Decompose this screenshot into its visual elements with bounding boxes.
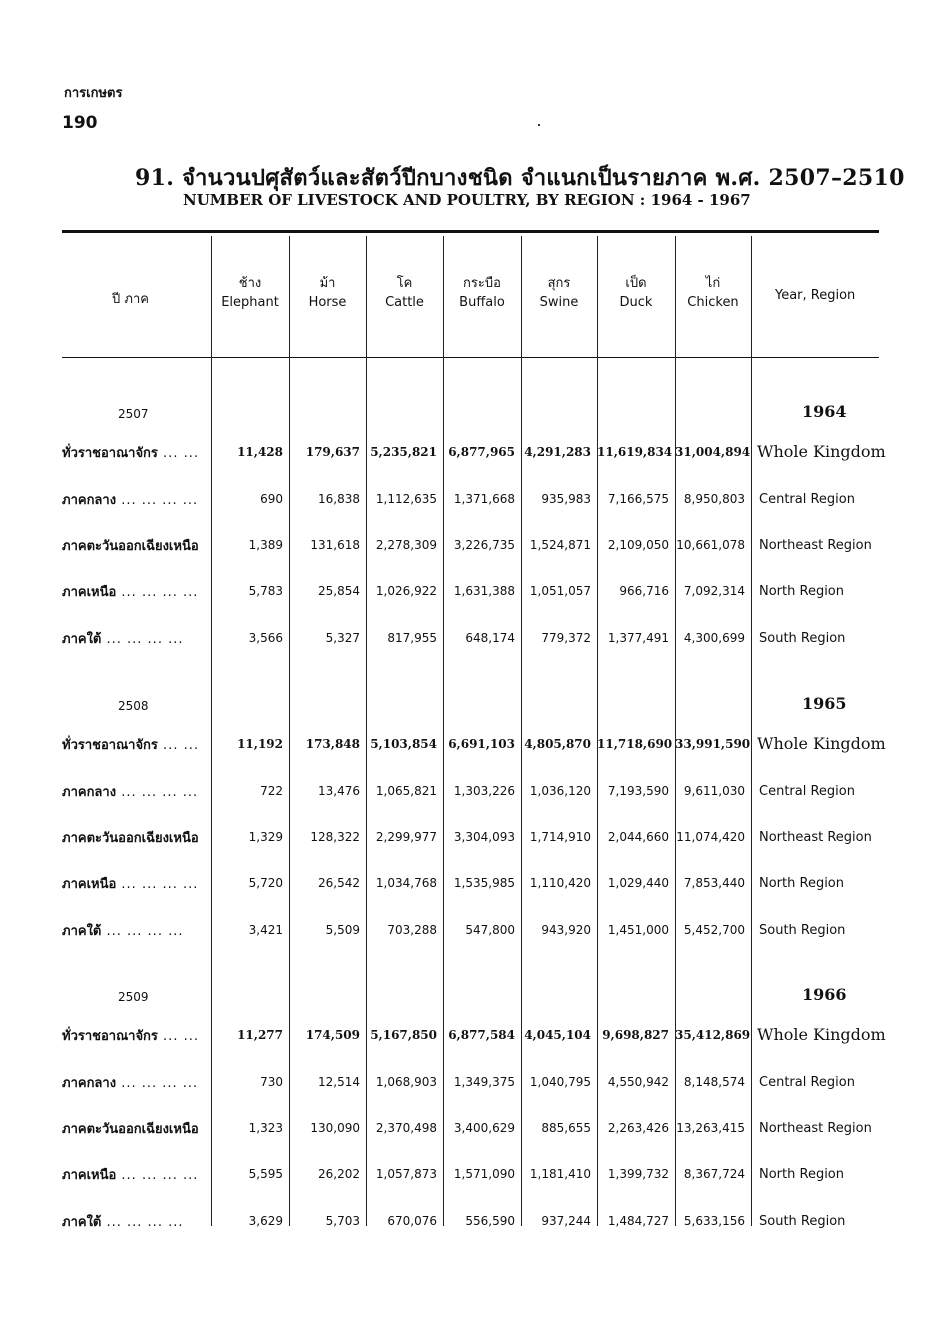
leader-dots: ... ... ... ...	[116, 877, 199, 892]
table-cell: 35,412,869	[675, 1028, 751, 1042]
table-cell: 11,428	[237, 445, 283, 459]
table-cell: 3,566	[248, 631, 283, 645]
table-cell: 1,029,440	[607, 876, 669, 890]
table-cell: 1,026,922	[375, 584, 437, 598]
table-cell: 7,193,590	[607, 784, 669, 798]
table-cell: 4,300,699	[683, 631, 745, 645]
year-label-thai: 2508	[118, 699, 149, 713]
row-label-english: Whole Kingdom	[757, 442, 886, 461]
table-cell: 3,421	[248, 923, 283, 937]
leader-dots: ... ... ... ...	[101, 924, 184, 939]
table-cell: 3,304,093	[453, 830, 515, 844]
row-label-thai	[62, 781, 198, 802]
table-cell: 1,057,873	[375, 1167, 437, 1181]
header-year-region-thai: ปี ภาค	[112, 292, 149, 307]
table-cell: 1,389	[248, 538, 283, 552]
table-cell: 4,291,283	[524, 445, 591, 459]
table-cell: 9,698,827	[602, 1028, 669, 1042]
table-cell: 7,853,440	[683, 876, 745, 890]
region-name: ภาคตะวันออกเฉียงเหนือ	[62, 539, 199, 554]
column-header	[597, 274, 675, 312]
region-name: ภาคเหนือ	[62, 1168, 117, 1183]
table-cell: 11,192	[237, 737, 283, 751]
year-label-thai: 2509	[118, 990, 149, 1004]
table-cell: 547,800	[465, 923, 515, 937]
row-label-thai	[62, 873, 198, 894]
leader-dots: ... ... ... ...	[116, 1168, 199, 1183]
row-label-thai	[62, 442, 199, 463]
table-cell: 131,618	[310, 538, 360, 552]
table-cell: 1,329	[248, 830, 283, 844]
region-name: ภาคกลาง	[62, 1076, 117, 1091]
table-cell: 5,235,821	[370, 445, 437, 459]
table-cell: 1,181,410	[529, 1167, 591, 1181]
table-cell: 8,148,574	[683, 1075, 745, 1089]
column-header-thai: เป็ด	[625, 276, 647, 291]
leader-dots: ... ... ... ...	[116, 493, 199, 508]
table-cell: 11,277	[237, 1028, 283, 1042]
leader-dots: ... ...	[157, 446, 199, 461]
region-name: ภาคตะวันออกเฉียงเหนือ	[62, 1122, 199, 1137]
column-header-english: Chicken	[687, 295, 739, 310]
table-cell: 556,590	[465, 1214, 515, 1228]
table-cell: 1,535,985	[453, 876, 515, 890]
table-cell: 1,051,057	[529, 584, 591, 598]
region-name: ภาคใต้	[62, 632, 102, 647]
table-cell: 5,783	[248, 584, 283, 598]
row-label-thai	[62, 827, 199, 848]
row-label-thai	[62, 734, 199, 755]
region-name: ภาคเหนือ	[62, 877, 117, 892]
column-header-english: Swine	[539, 295, 579, 310]
section-label: การเกษตร	[64, 86, 123, 101]
header-year-region-english: Year, Region	[775, 288, 856, 303]
table-cell: 1,110,420	[529, 876, 591, 890]
table-cell: 4,805,870	[524, 737, 591, 751]
row-label-english: Northeast Region	[759, 538, 872, 553]
table-cell: 3,226,735	[453, 538, 515, 552]
table-cell: 2,278,309	[375, 538, 437, 552]
column-header	[443, 274, 521, 312]
table-cell: 1,631,388	[453, 584, 515, 598]
table-cell: 1,714,910	[529, 830, 591, 844]
column-header-english: Duck	[619, 295, 653, 310]
table-cell: 8,950,803	[683, 492, 745, 506]
year-label-thai: 2507	[118, 407, 149, 421]
row-label-thai	[62, 489, 198, 510]
row-label-thai	[62, 1072, 198, 1093]
table-cell: 1,571,090	[453, 1167, 515, 1181]
row-label-english: North Region	[759, 584, 844, 599]
table-cell: 7,166,575	[607, 492, 669, 506]
table-cell: 1,524,871	[529, 538, 591, 552]
table-cell: 174,509	[305, 1028, 360, 1042]
table-cell: 3,400,629	[453, 1121, 515, 1135]
table-cell: 2,299,977	[375, 830, 437, 844]
table-cell: 5,720	[248, 876, 283, 890]
column-header-thai: สุกร	[547, 276, 571, 291]
row-label-english: Central Region	[759, 1075, 855, 1090]
table-cell: 130,090	[310, 1121, 360, 1135]
row-label-english: Northeast Region	[759, 1121, 872, 1136]
table-cell: 943,920	[541, 923, 591, 937]
row-label-english: South Region	[759, 1214, 846, 1229]
table-cell: 2,044,660	[607, 830, 669, 844]
region-name: ทั่วราชอาณาจักร	[62, 738, 158, 753]
table-cell: 1,112,635	[375, 492, 437, 506]
leader-dots: ... ... ... ...	[116, 585, 199, 600]
table-cell: 16,838	[318, 492, 360, 506]
table-cell: 5,103,854	[370, 737, 437, 751]
row-label-thai	[62, 1025, 199, 1046]
table-cell: 8,367,724	[683, 1167, 745, 1181]
table-cell: 730	[260, 1075, 283, 1089]
column-header	[211, 274, 289, 312]
leader-dots: ... ... ... ...	[116, 785, 199, 800]
table-cell: 2,263,426	[607, 1121, 669, 1135]
table-cell: 885,655	[541, 1121, 591, 1135]
leader-dots: ... ...	[157, 738, 199, 753]
table-cell: 1,399,732	[607, 1167, 669, 1181]
table-cell: 1,484,727	[607, 1214, 669, 1228]
table-cell: 937,244	[541, 1214, 591, 1228]
row-label-thai	[62, 581, 198, 602]
table-cell: 5,167,850	[370, 1028, 437, 1042]
table-cell: 5,595	[248, 1167, 283, 1181]
print-speck	[538, 124, 540, 126]
region-name: ภาคกลาง	[62, 785, 117, 800]
region-name: ภาคเหนือ	[62, 585, 117, 600]
table-cell: 1,034,768	[375, 876, 437, 890]
region-name: ภาคกลาง	[62, 493, 117, 508]
table-cell: 4,550,942	[607, 1075, 669, 1089]
row-label-thai	[62, 535, 199, 556]
table-cell: 31,004,894	[675, 445, 751, 459]
table-cell: 26,542	[318, 876, 360, 890]
row-label-thai	[62, 1118, 199, 1139]
table-cell: 670,076	[387, 1214, 437, 1228]
table-cell: 5,633,156	[683, 1214, 745, 1228]
table-cell: 12,514	[318, 1075, 360, 1089]
table-cell: 1,036,120	[529, 784, 591, 798]
region-name: ภาคใต้	[62, 1215, 102, 1230]
leader-dots: ... ... ... ...	[101, 632, 184, 647]
table-cell: 3,629	[248, 1214, 283, 1228]
row-label-thai	[62, 1164, 198, 1185]
table-cell: 11,718,690	[597, 737, 673, 751]
table-cell: 1,040,795	[529, 1075, 591, 1089]
table-cell: 935,983	[541, 492, 591, 506]
table-cell: 25,854	[318, 584, 360, 598]
table-cell: 179,637	[305, 445, 360, 459]
table-cell: 2,109,050	[607, 538, 669, 552]
table-cell: 128,322	[310, 830, 360, 844]
column-header	[675, 274, 751, 312]
table-cell: 722	[260, 784, 283, 798]
row-label-english: Central Region	[759, 492, 855, 507]
column-header-english: Cattle	[385, 295, 424, 310]
page-number: 190	[62, 113, 98, 133]
table-cell: 1,451,000	[607, 923, 669, 937]
table-cell: 11,619,834	[597, 445, 673, 459]
table-cell: 2,370,498	[375, 1121, 437, 1135]
column-header-thai: โค	[396, 276, 413, 291]
row-label-english: North Region	[759, 876, 844, 891]
column-header-thai: ช้าง	[238, 276, 262, 291]
row-label-thai	[62, 628, 183, 649]
table-cell: 1,349,375	[453, 1075, 515, 1089]
row-label-english: Whole Kingdom	[757, 734, 886, 753]
table-cell: 173,848	[305, 737, 360, 751]
table-cell: 5,509	[325, 923, 360, 937]
column-header-english: Horse	[308, 295, 347, 310]
header-bottom-rule	[62, 357, 879, 358]
year-label-english: 1964	[802, 402, 847, 421]
table-cell: 1,068,903	[375, 1075, 437, 1089]
table-cell: 7,092,314	[683, 584, 745, 598]
leader-dots: ... ... ... ...	[116, 1076, 199, 1091]
column-header-english: Elephant	[221, 295, 279, 310]
leader-dots: ... ... ... ...	[101, 1215, 184, 1230]
column-header	[289, 274, 366, 312]
table-cell: 1,323	[248, 1121, 283, 1135]
year-label-english: 1966	[802, 985, 847, 1004]
table-title-english: NUMBER OF LIVESTOCK AND POULTRY, BY REGION : 1964 - 1967	[183, 191, 751, 209]
table-cell: 966,716	[619, 584, 669, 598]
column-header-thai: กระบือ	[463, 276, 501, 291]
table-cell: 26,202	[318, 1167, 360, 1181]
table-cell: 11,074,420	[676, 830, 745, 844]
leader-dots: ... ...	[157, 1029, 199, 1044]
table-cell: 13,476	[318, 784, 360, 798]
column-header-thai: ม้า	[319, 276, 336, 291]
table-cell: 703,288	[387, 923, 437, 937]
table-title-thai: 91. จำนวนปศุสัตว์และสัตว์ปีกบางชนิด จำแนกเป็นรายภาค พ.ศ. 2507–2510	[135, 165, 905, 191]
table-cell: 6,877,965	[448, 445, 515, 459]
table-cell: 5,703	[325, 1214, 360, 1228]
table-cell: 5,452,700	[683, 923, 745, 937]
table-cell: 779,372	[541, 631, 591, 645]
table-top-rule	[62, 230, 879, 233]
column-header-thai: ไก่	[705, 276, 721, 291]
region-name: ทั่วราชอาณาจักร	[62, 446, 158, 461]
table-cell: 33,991,590	[675, 737, 751, 751]
table-cell: 13,263,415	[676, 1121, 745, 1135]
column-header-english: Buffalo	[459, 295, 505, 310]
column-header	[366, 274, 443, 312]
table-cell: 1,065,821	[375, 784, 437, 798]
row-label-english: South Region	[759, 631, 846, 646]
region-name: ทั่วราชอาณาจักร	[62, 1029, 158, 1044]
row-label-thai	[62, 920, 183, 941]
region-name: ภาคใต้	[62, 924, 102, 939]
year-label-english: 1965	[802, 694, 847, 713]
table-cell: 5,327	[325, 631, 360, 645]
table-cell: 9,611,030	[683, 784, 745, 798]
table-cell: 1,377,491	[607, 631, 669, 645]
table-cell: 6,877,584	[448, 1028, 515, 1042]
row-label-english: Northeast Region	[759, 830, 872, 845]
row-label-english: South Region	[759, 923, 846, 938]
table-cell: 690	[260, 492, 283, 506]
row-label-thai	[62, 1211, 183, 1232]
row-label-english: North Region	[759, 1167, 844, 1182]
column-divider	[751, 236, 752, 1226]
table-cell: 10,661,078	[676, 538, 745, 552]
row-label-english: Whole Kingdom	[757, 1025, 886, 1044]
table-cell: 1,303,226	[453, 784, 515, 798]
table-cell: 6,691,103	[448, 737, 515, 751]
region-name: ภาคตะวันออกเฉียงเหนือ	[62, 831, 199, 846]
table-cell: 1,371,668	[453, 492, 515, 506]
table-cell: 817,955	[387, 631, 437, 645]
table-cell: 648,174	[465, 631, 515, 645]
column-header	[521, 274, 597, 312]
table-cell: 4,045,104	[524, 1028, 591, 1042]
row-label-english: Central Region	[759, 784, 855, 799]
